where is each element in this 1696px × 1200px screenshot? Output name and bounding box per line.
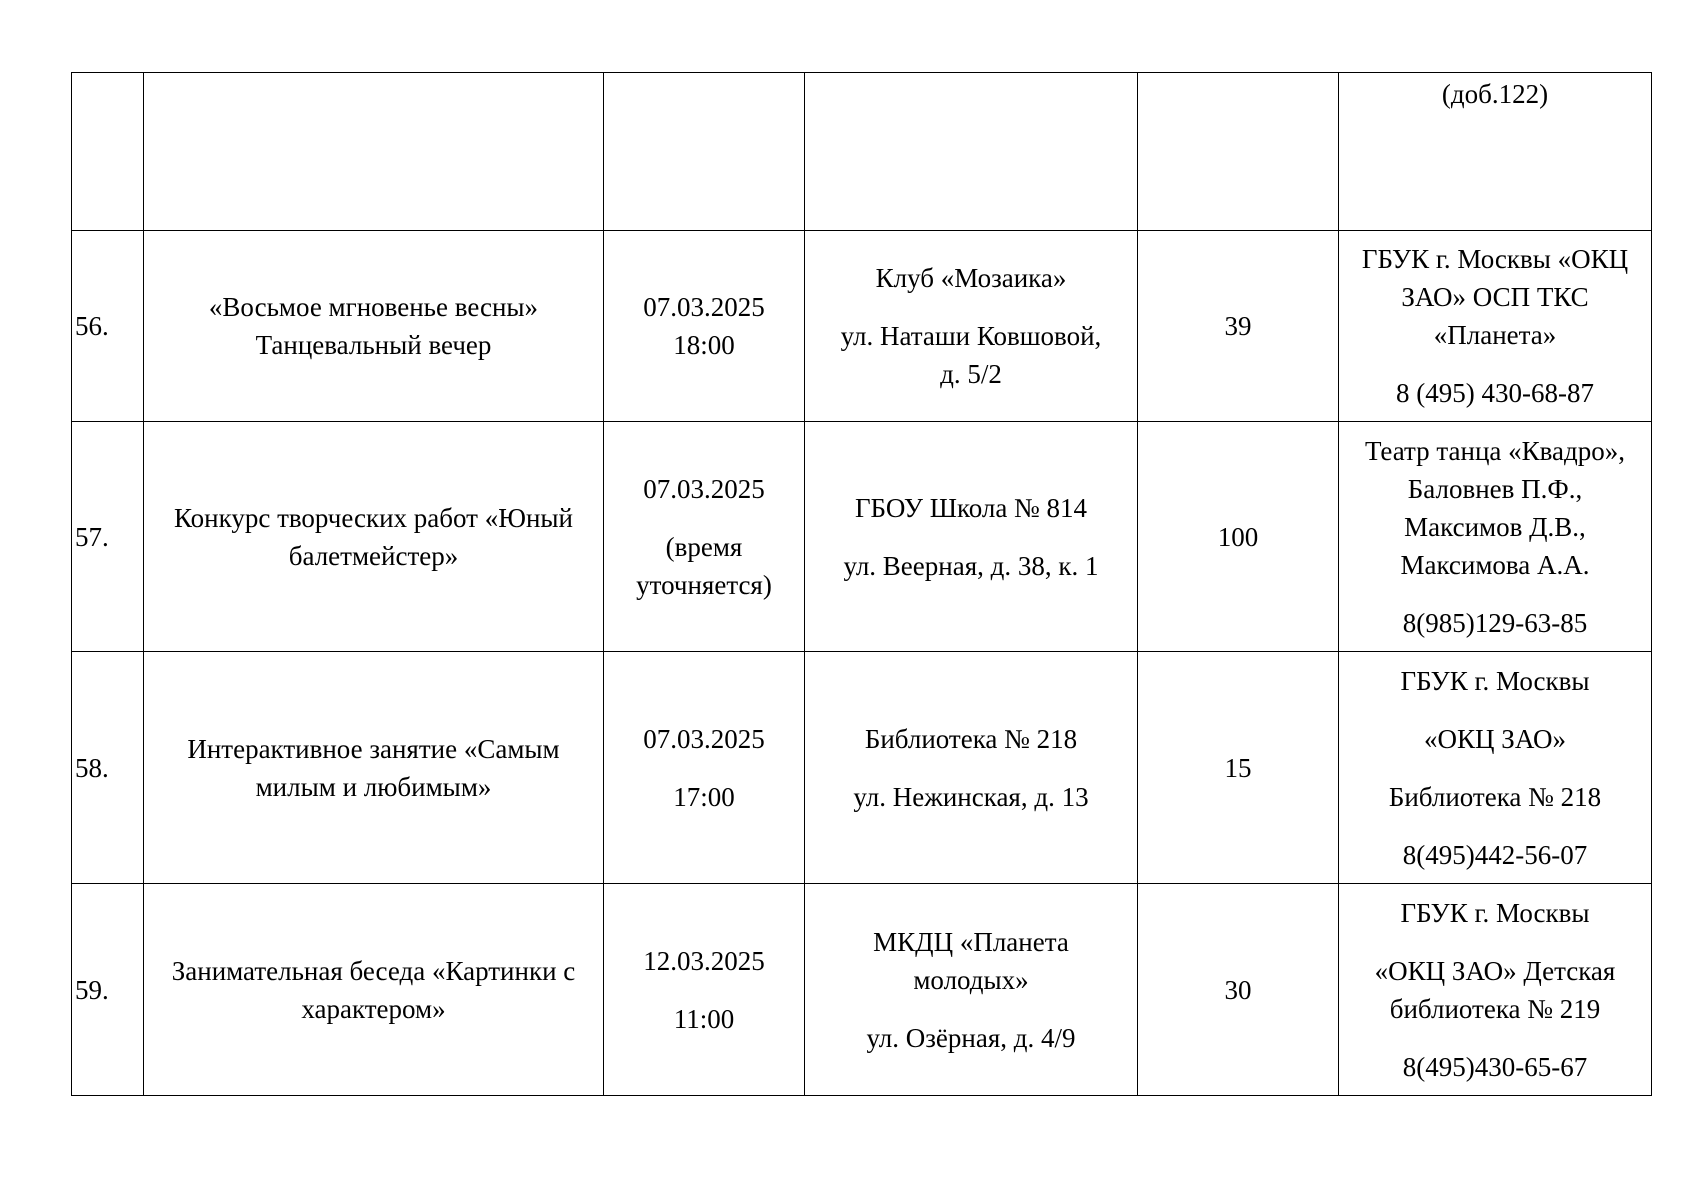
organizer-cell xyxy=(1339,652,1652,884)
organizer-phone: 8(495)442-56-07 xyxy=(1402,839,1588,870)
venue-address: ул. Наташи Ковшовой, xyxy=(840,321,1102,351)
venue-cell xyxy=(805,231,1138,422)
organizer-line: ГБУК г. Москвы xyxy=(1400,665,1590,696)
organizer-line: Максимова А.А. xyxy=(1400,549,1590,580)
event-cell xyxy=(144,422,604,652)
row-number: 58. xyxy=(72,652,144,884)
venue-cell xyxy=(805,73,1138,231)
event-cell xyxy=(144,884,604,1096)
event-title: «Восьмое мгновенье весны» xyxy=(208,292,539,322)
organizer-line: ЗАО» ОСП ТКС xyxy=(1401,282,1589,312)
date-cell xyxy=(604,652,805,884)
organizer-line: Библиотека № 218 xyxy=(1388,781,1602,812)
event-time: 18:00 xyxy=(673,330,735,360)
organizer-phone: 8(985)129-63-85 xyxy=(1402,607,1588,638)
venue-cell xyxy=(805,652,1138,884)
number-cell xyxy=(72,73,144,231)
organizer-line: ГБУК г. Москвы «ОКЦ xyxy=(1361,244,1629,274)
date-cell xyxy=(604,884,805,1096)
event-date: 07.03.2025 xyxy=(643,473,765,504)
event-cell xyxy=(144,652,604,884)
event-date: 12.03.2025 xyxy=(643,945,765,976)
organizer-line: библиотека № 219 xyxy=(1389,993,1601,1024)
organizer-line: «ОКЦ ЗАО» Детская xyxy=(1374,955,1616,986)
organizer-phone: 8 (495) 430-68-87 xyxy=(1396,378,1594,408)
venue-address: ул. Озёрная, д. 4/9 xyxy=(866,1022,1076,1053)
venue-address: д. 5/2 xyxy=(940,359,1002,389)
event-title: Занимательная беседа «Картинки с xyxy=(171,955,576,986)
venue-address: ул. Нежинская, д. 13 xyxy=(853,781,1089,812)
event-title: характером» xyxy=(301,993,446,1024)
venue-name: ГБОУ Школа № 814 xyxy=(854,492,1088,523)
date-cell xyxy=(604,422,805,652)
organizer-cell xyxy=(1339,884,1652,1096)
organizer-line: «Планета» xyxy=(1433,320,1557,350)
date-cell xyxy=(604,231,805,422)
organizer-line: Баловнев П.Ф., xyxy=(1407,473,1583,504)
venue-name: Клуб «Мозаика» xyxy=(875,263,1067,293)
count-cell: 39 xyxy=(1138,231,1339,422)
event-title: Конкурс творческих работ «Юный xyxy=(173,502,573,533)
count-cell xyxy=(1138,73,1339,231)
table-row xyxy=(72,422,1652,652)
organizer-line: «ОКЦ ЗАО» xyxy=(1424,723,1566,754)
row-number: 57. xyxy=(72,422,144,652)
row-number: 56. xyxy=(72,231,144,422)
venue-name: МКДЦ «Планета xyxy=(873,926,1069,957)
venue-name: Библиотека № 218 xyxy=(864,723,1078,754)
table-row-continued xyxy=(72,73,1652,231)
organizer-line: Театр танца «Квадро», xyxy=(1364,435,1626,466)
count-cell: 30 xyxy=(1138,884,1339,1096)
organizer-line: ГБУК г. Москвы xyxy=(1400,897,1590,928)
event-title: Интерактивное занятие «Самым xyxy=(187,733,560,764)
organizer-cell xyxy=(1339,231,1652,422)
event-cell xyxy=(144,231,604,422)
organizer-phone: 8(495)430-65-67 xyxy=(1402,1051,1588,1082)
contact-extension: (доб.122) xyxy=(1441,79,1549,109)
row-number: 59. xyxy=(72,884,144,1096)
event-time: 17:00 xyxy=(673,781,735,812)
date-cell xyxy=(604,73,805,231)
contact-cell xyxy=(1339,73,1652,231)
event-time: 11:00 xyxy=(673,1003,735,1034)
events-table xyxy=(71,72,1652,1096)
venue-cell xyxy=(805,422,1138,652)
event-time: (время xyxy=(665,531,743,562)
organizer-line: Максимов Д.В., xyxy=(1404,511,1586,542)
event-title: милым и любимым» xyxy=(255,771,492,802)
event-date: 07.03.2025 xyxy=(643,723,765,754)
venue-address: ул. Веерная, д. 38, к. 1 xyxy=(843,550,1099,581)
event-date: 07.03.2025 xyxy=(643,292,765,322)
event-title: балетмейстер» xyxy=(288,540,459,571)
venue-name: молодых» xyxy=(913,964,1029,995)
table-row xyxy=(72,652,1652,884)
table-row xyxy=(72,884,1652,1096)
table-row xyxy=(72,231,1652,422)
venue-cell xyxy=(805,884,1138,1096)
event-time: уточняется) xyxy=(636,569,772,600)
event-cell xyxy=(144,73,604,231)
count-cell: 15 xyxy=(1138,652,1339,884)
count-cell: 100 xyxy=(1138,422,1339,652)
event-type: Танцевальный вечер xyxy=(255,330,492,360)
organizer-cell xyxy=(1339,422,1652,652)
